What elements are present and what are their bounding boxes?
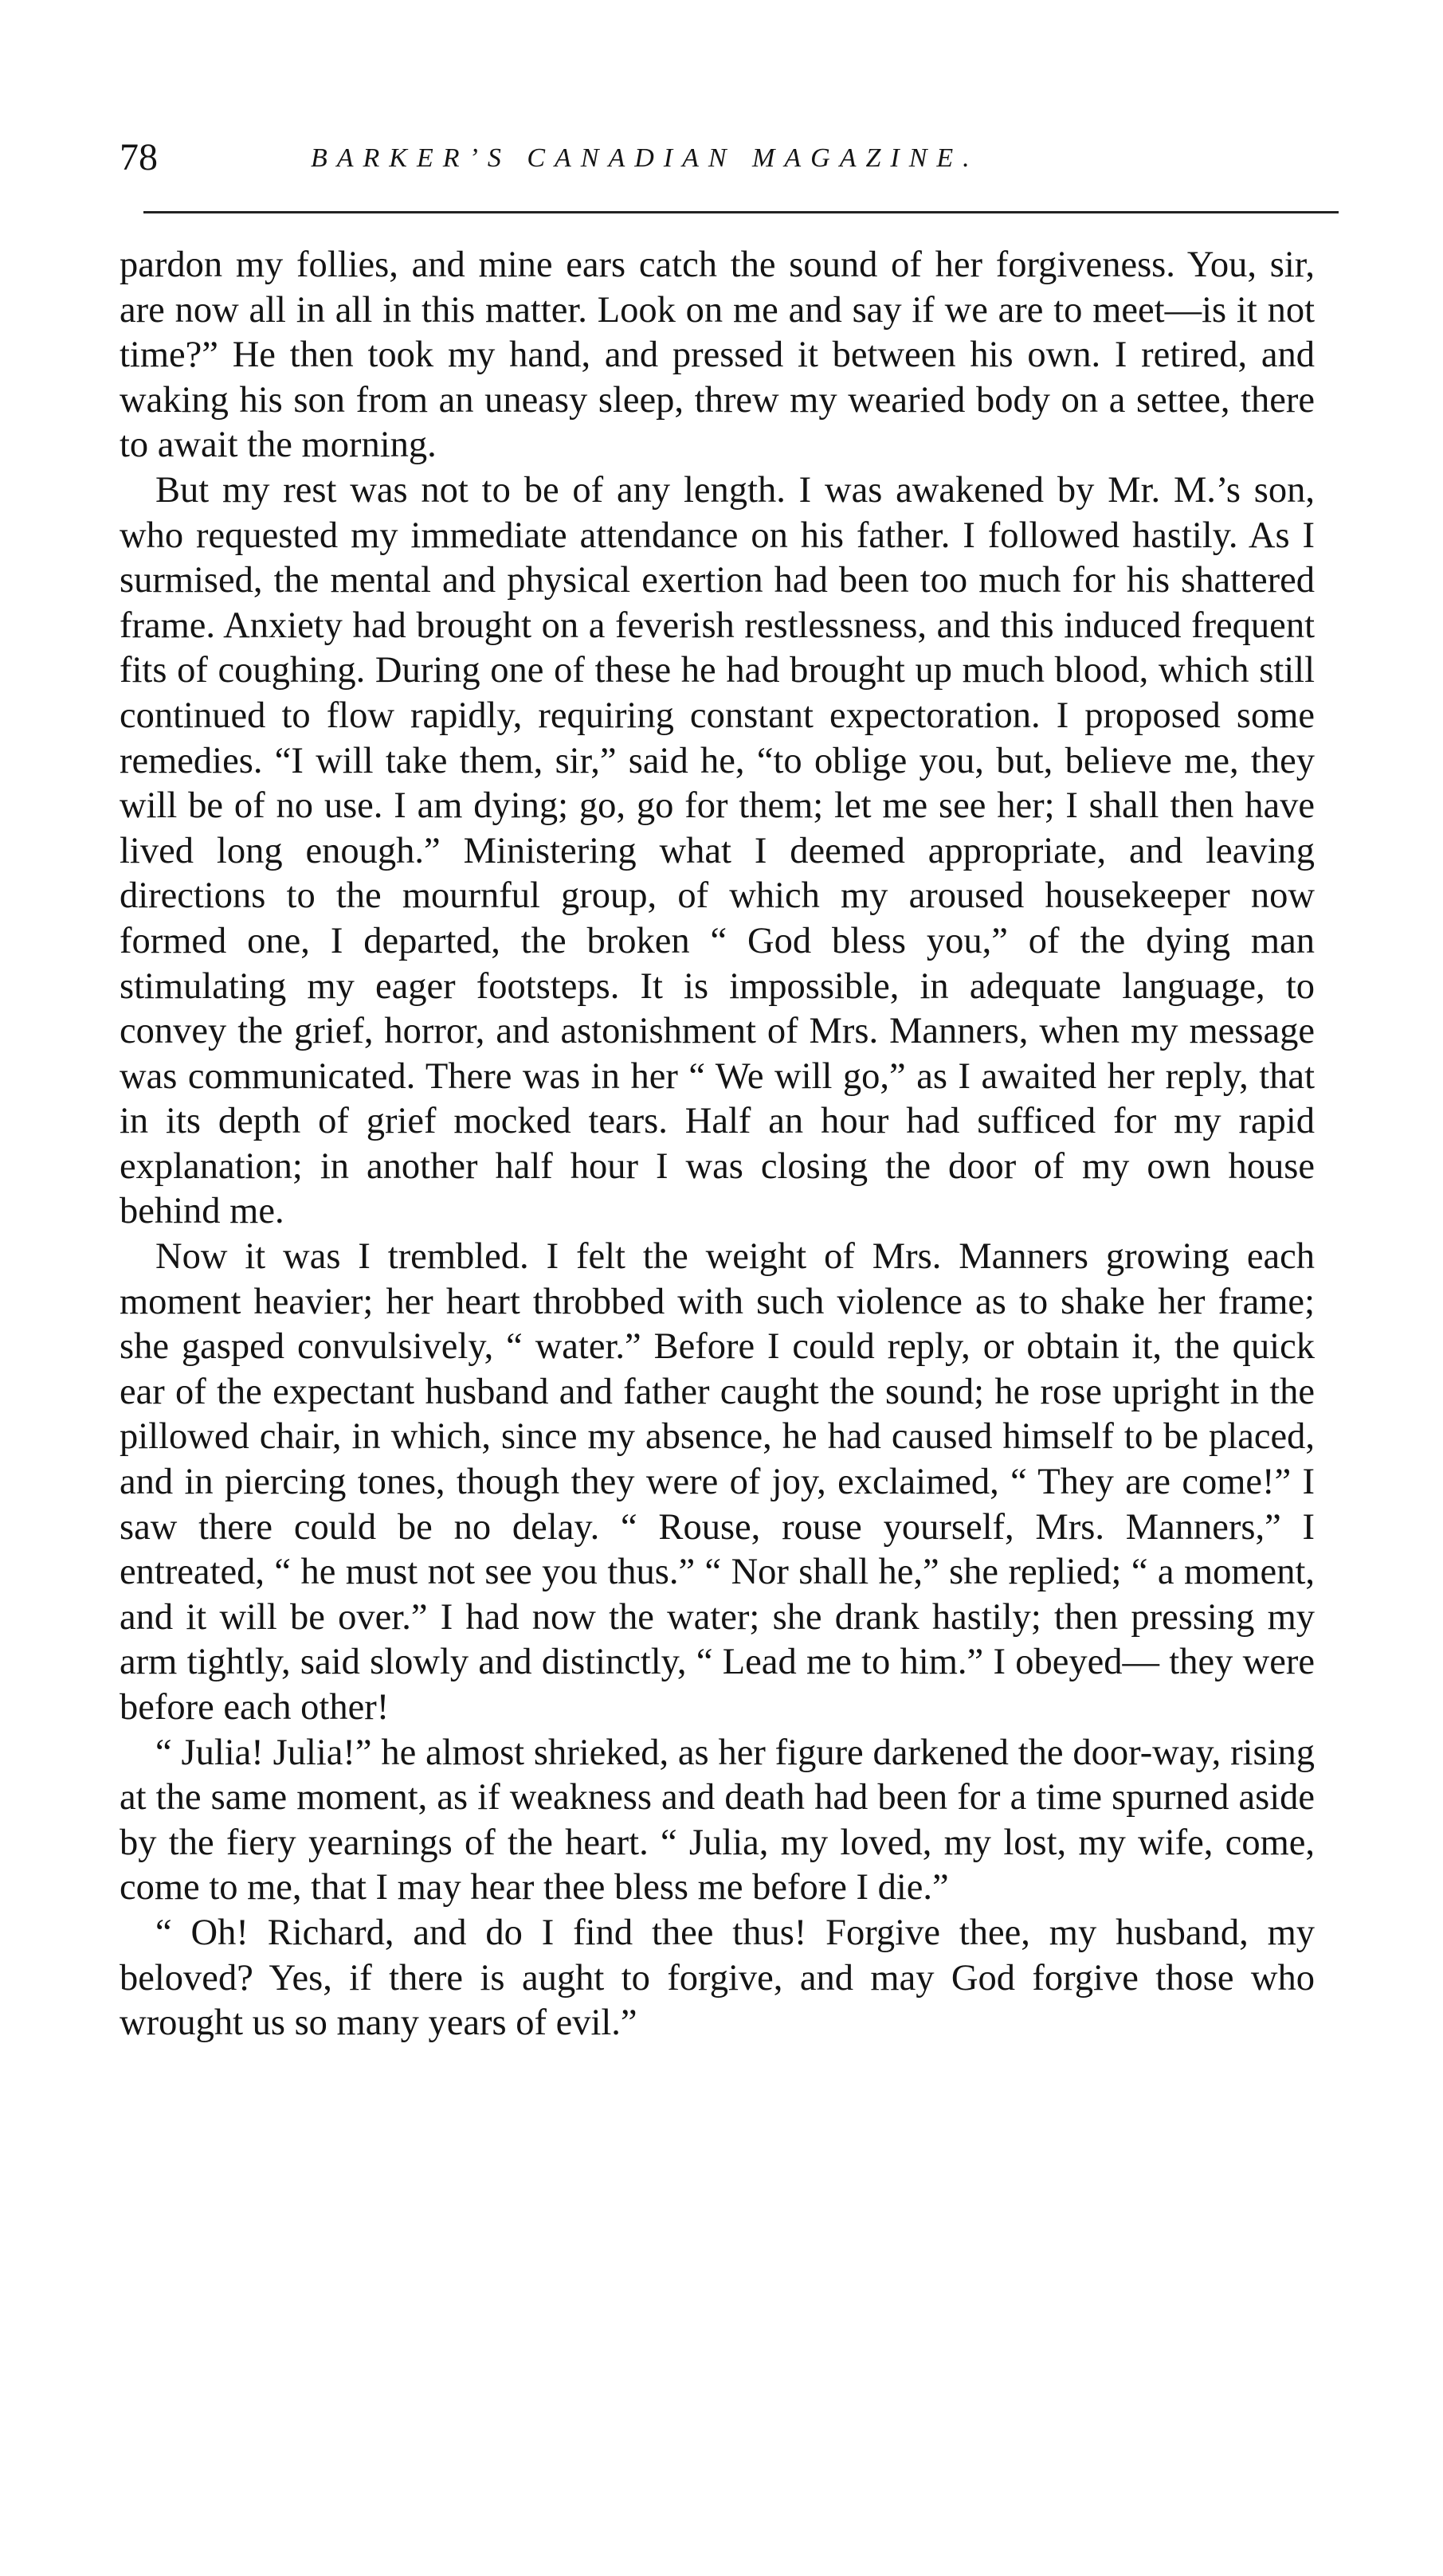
page-number: 78 xyxy=(120,136,158,178)
paragraph-4: “ Julia! Julia!” he almost shrieked, as her figure darkened the door-way, rising at the same moment, as if weakness and death had been for a time spurned aside by the fiery yearnings of the heart. “ Julia, my loved, my lost, my wife, come, come to me, that I may hear thee bless me before I die.” xyxy=(120,1732,1315,1909)
journal-title: BARKER’S CANADIAN MAGAZINE. xyxy=(311,143,979,173)
page xyxy=(120,119,1315,2044)
body-text xyxy=(120,243,1315,2046)
paragraph-2: But my rest was not to be of any length. I was awakened by Mr. M.’s son, who requested my immediate attendance on his father. I followed hastily. As I surmised, the mental and physical exertion had been too much for his shattered frame. Anxiety had brought on a feverish restlessness, and this induced frequent fits of coughing. During one of these he had brought up much blood, which still continued to flow rapidly, requiring constant expectoration. I proposed some remedies. “I will take them, sir,” said he, “to oblige you, but, believe me, they will be of no use. I am dying; go, go for them; let me see her; I shall then have lived long enough.” Ministering what I deemed appropriate, and leaving directions to the mournful group, of which my aroused housekeeper now formed one, I departed, the broken “ God bless you,” of the dying man stimulating my eager footsteps. It is impossible, in adequate language, to convey the grief, horror, and astonishment of Mrs. Manners, when my message was communicated. There was in her “ We will go,” as I awaited her reply, that in its depth of grief mocked tears. Half an hour had sufficed for my rapid explanation; in another half hour I was closing the door of my own house behind me. xyxy=(120,469,1315,1232)
running-head xyxy=(120,119,1315,191)
paragraph-5: “ Oh! Richard, and do I find thee thus! Forgive thee, my husband, my beloved? Yes, if there is aught to forgive, and may God forgive those who wrought us so many years of evil.” xyxy=(120,1912,1315,2044)
paragraph-1: pardon my follies, and mine ears catch the sound of her forgiveness. You, sir, are now all in all in this matter. Look on me and say if we are to meet—is it not time?” He then took my hand, and pressed it between his own. I retired, and waking his son from an uneasy sleep, threw my wearied body on a settee, there to await the morning. xyxy=(120,245,1315,466)
paragraph-3: Now it was I trembled. I felt the weight of Mrs. Manners growing each moment heavier; her heart throbbed with such violence as to shake her frame; she gasped convulsively, “ water.” Before I could reply, or obtain it, the quick ear of the expectant husband and father caught the sound; he rose upright in the pillowed chair, in which, since my absence, he had caused himself to be placed, and in piercing tones, though they were of joy, exclaimed, “ They are come!” I saw there could be no delay. “ Rouse, rouse yourself, Mrs. Manners,” I entreated, “ he must not see you thus.” “ Nor shall he,” she replied; “ a moment, and it will be over.” I had now the water; she drank hastily; then pressing my arm tightly, said slowly and distinctly, “ Lead me to him.” I obeyed— they were before each other! xyxy=(120,1236,1315,1728)
header-rule xyxy=(143,211,1339,213)
